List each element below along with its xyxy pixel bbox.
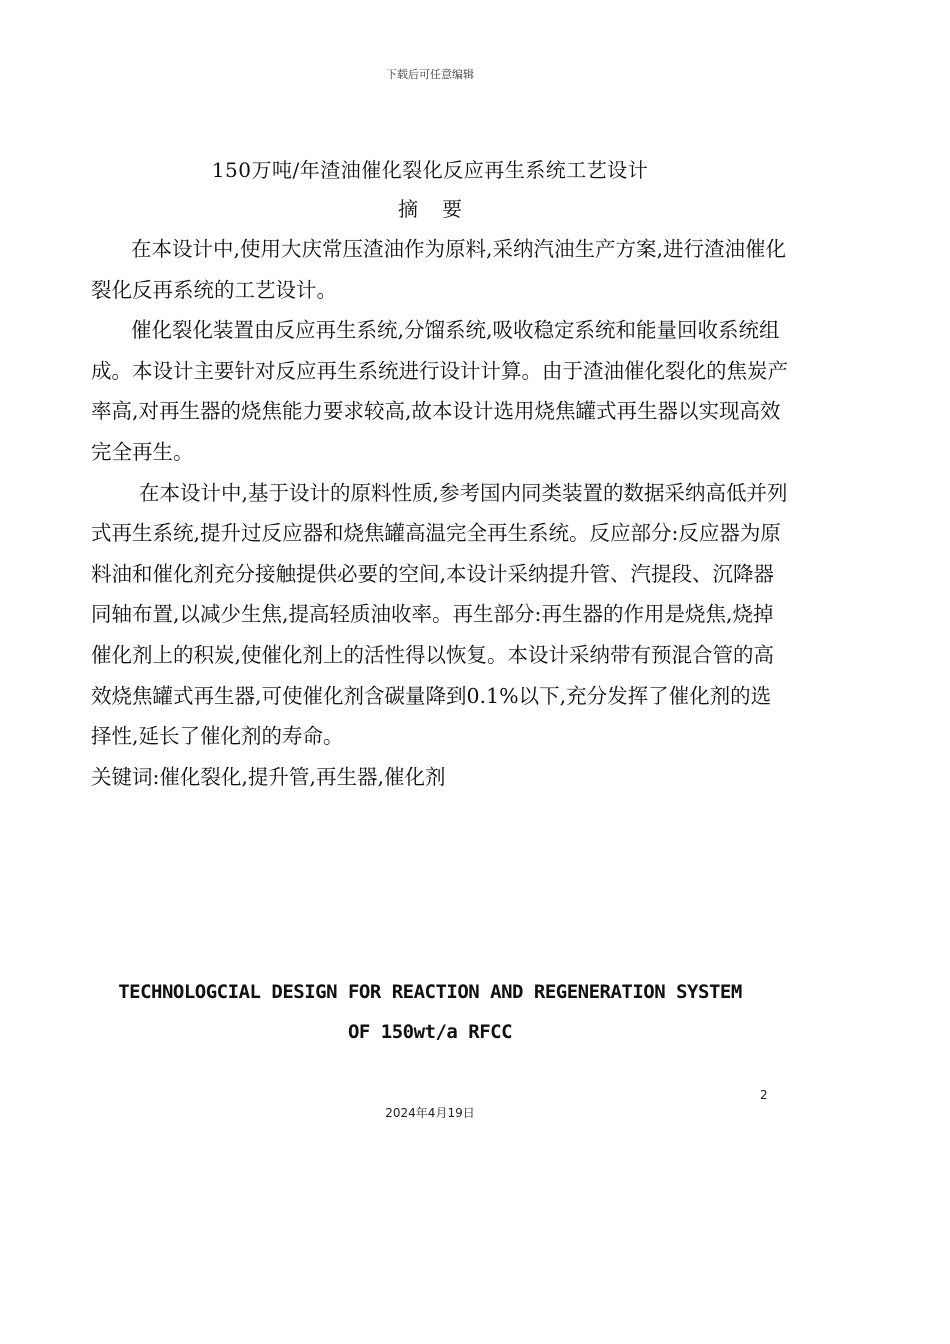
page-number: 2 bbox=[760, 1088, 768, 1102]
abstract-paragraph-2: 催化裂化装置由反应再生系统,分馏系统,吸收稳定系统和能量回收系统组成。本设计主要针对反应再生系统进行设计计算。由于渣油催化裂化的焦炭产率高,对再生器的烧焦能力要求较高,故本设计选用烧焦罐式再生器以实现高效完全再生。 bbox=[91, 318, 788, 464]
english-title bbox=[0, 972, 860, 1052]
footer-date: 2024年4月19日 bbox=[385, 1106, 475, 1120]
keywords: 关键词:催化裂化,提升管,再生器,催化剂 bbox=[91, 764, 446, 789]
document-title: 150万吨/年渣油催化裂化反应再生系统工艺设计 bbox=[211, 158, 649, 182]
header-note: 下载后可任意编辑 bbox=[386, 68, 474, 81]
abstract-paragraph-1: 在本设计中,使用大庆常压渣油作为原料,采纳汽油生产方案,进行渣油催化裂化反再系统的工艺设计。 bbox=[91, 237, 787, 302]
abstract-paragraph-3: 在本设计中,基于设计的原料性质,参考国内同类装置的数据采纳高低并列式再生系统,提升过反应器和烧焦罐高温完全再生系统。反应部分:反应器为原料油和催化剂充分接触提供必要的空间,本设计采纳提升管、汽提段、沉降器同轴布置,以减少生焦,提高轻质油收率。再生部分:再生器的作用是烧焦,烧掉催化剂上的积炭,使催化剂上的活性得以恢复。本设计采纳带有预混合管的高效烧焦罐式再生器,可使催化剂含碳量降到0.1%以下,充分发挥了催化剂的选择性,延长了催化剂的寿命。 bbox=[91, 480, 788, 749]
english-title-line-2: OF 150wt/a RFCC bbox=[347, 1021, 513, 1043]
abstract-body bbox=[91, 229, 791, 797]
english-title-line-1: TECHNOLOGCIAL DESIGN FOR REACTION AND REGENERATION SYSTEM bbox=[118, 981, 742, 1003]
abstract-heading: 摘要 bbox=[398, 197, 486, 221]
